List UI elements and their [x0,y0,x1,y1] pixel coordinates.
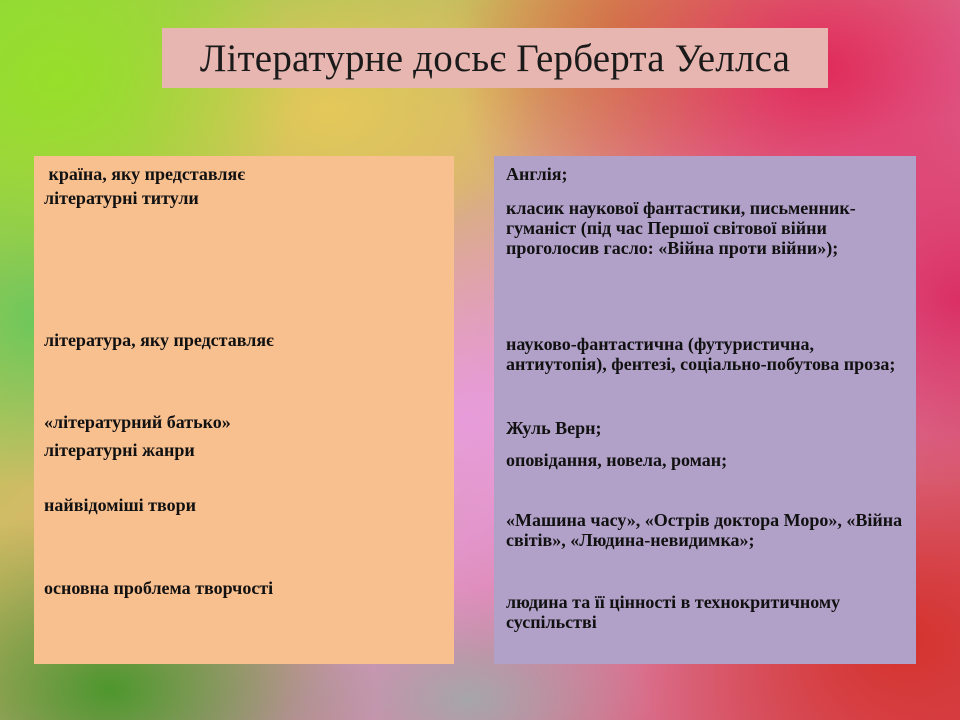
label-genres: літературні жанри [44,440,195,460]
label-famous-works: найвідоміші твори [44,495,197,515]
answer-literature: науково-фантастична (футуристична, антиутопія), фентезі, соціально-побутова проза; [506,334,896,374]
answers-panel [494,156,916,664]
title-box [162,28,828,88]
answer-genres: оповідання, новела, роман; [506,450,728,470]
answer-country: Англія; [506,164,568,184]
label-titles: літературні титули [44,188,199,208]
answer-literary-father: Жуль Верн; [506,418,602,438]
labels-panel [34,156,454,664]
label-main-problem: основна проблема творчості [44,578,274,598]
answer-titles: класик наукової фантастики, письменник-гуманіст (під час Першої світової війни проголосив гасло: «Війна проти війни»); [506,198,856,258]
label-literary-father: «літературний батько» [44,412,231,432]
slide-title: Літературне досьє Герберта Уеллса [199,36,791,80]
label-country: країна, яку представляє [44,164,245,184]
label-literature: література, яку представляє [44,330,274,350]
answer-famous-works: «Машина часу», «Острів доктора Моро», «Війна світів», «Людина-невидимка»; [506,510,903,550]
answer-main-problem: людина та її цінності в технокритичному суспільстві [506,592,841,632]
